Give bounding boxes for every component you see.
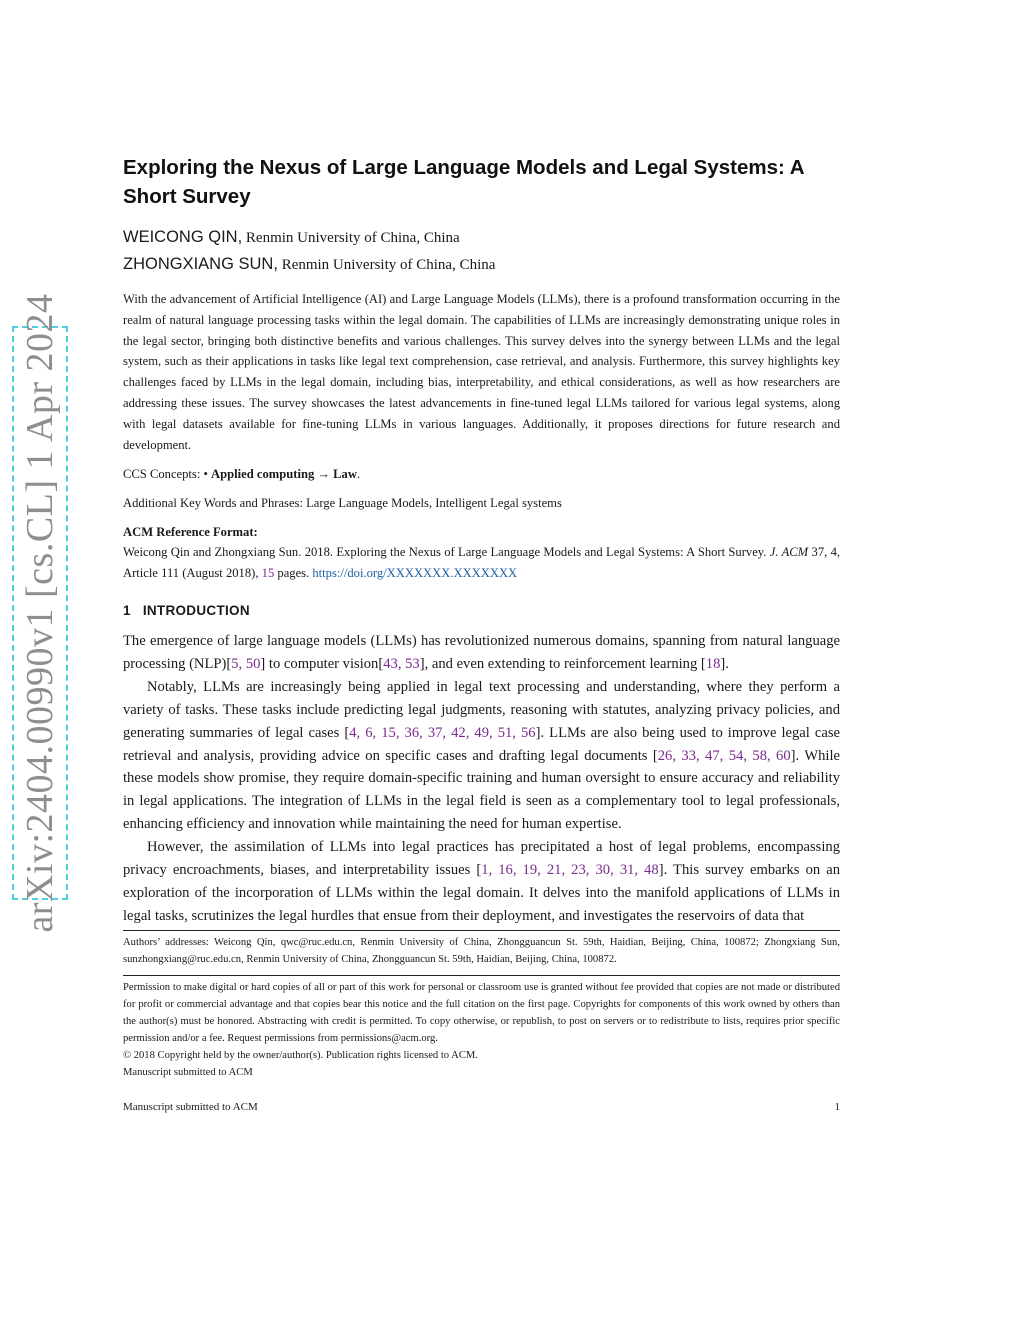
- introduction-body: [123, 630, 840, 928]
- text-span: ] to computer vision[: [260, 655, 384, 672]
- ccs-prefix: CCS Concepts: •: [123, 467, 208, 481]
- author-name: ZHONGXIANG SUN,: [123, 255, 278, 273]
- text-span: ], and even extending to reinforcement learning [: [419, 655, 706, 672]
- citation-link[interactable]: 18: [705, 655, 721, 672]
- text-span: ].: [720, 655, 729, 672]
- text-span: Notably, LLMs are increasingly being applied in legal text processing and understanding, where they perform a variety of tasks. These tasks include predicting legal judgments, reasoning with statutes, analyzing privacy policies, and generating summaries of legal cases [: [123, 678, 840, 741]
- author-1: [123, 228, 460, 247]
- paragraph: [123, 630, 840, 676]
- copyright-notice: © 2018 Copyright held by the owner/author(s). Publication rights licensed to ACM.: [123, 1050, 478, 1061]
- reference-volume: 37, 4, Article 111 (August 2018),: [123, 545, 841, 580]
- citation-link[interactable]: 26, 33, 47, 54, 58, 60: [657, 747, 791, 764]
- text-span: ]. LLMs are also being used to improve legal case retrieval and analysis, providing advice on specific cases and drafting legal documents [: [123, 724, 840, 764]
- authors-address: Authors’ addresses: Weicong Qin, qwc@ruc.edu.cn, Renmin University of China, Zhongguancun St. 59th, Haidian, Beijing, China, 100872; Zhongxiang Sun, sunzhongxiang@ruc.edu.cn, Renmin University of China, Zhongguancun St. 59th, Haidian, Beijing, China, 100872.: [123, 937, 840, 965]
- citation-link[interactable]: 1, 16, 19, 21, 23, 30, 31, 48: [481, 862, 659, 879]
- footer-left: Manuscript submitted to ACM: [123, 1101, 258, 1113]
- paragraph: [123, 836, 840, 928]
- text-span: However, the assimilation of LLMs into legal practices has precipitated a host of legal problems, encompassing privacy encroachments, biases, and interpretability issues [: [123, 839, 840, 879]
- section-title: INTRODUCTION: [142, 603, 250, 618]
- arxiv-stamp: [12, 293, 68, 933]
- reference-format-heading: ACM Reference Format:: [123, 525, 258, 539]
- author-affiliation: Renmin University of China, China: [281, 257, 496, 273]
- citation-link[interactable]: 4, 6, 15, 36, 37, 42, 49, 51, 56: [349, 724, 536, 741]
- manuscript-note: Manuscript submitted to ACM: [123, 1067, 253, 1078]
- text-span: ]. This survey embarks on an exploration of the incorporation of LLMs within the legal domain. It delves into the manifold applications of LLMs in legal tasks, scrutinizes the legal hurdles that ensue from their deployment, and investigates the reservoirs of data that: [123, 862, 841, 924]
- paper-title: Exploring the Nexus of Large Language Models and Legal Systems: A Short Survey: [123, 156, 804, 208]
- reference-text: Weicong Qin and Zhongxiang Sun. 2018. Exploring the Nexus of Large Language Models and Legal Systems: A Short Survey.: [123, 545, 767, 559]
- citation-link[interactable]: 43, 53: [383, 655, 420, 672]
- ccs-concept: Applied computing → Law: [211, 467, 357, 481]
- reference-pages-word: pages.: [277, 565, 310, 580]
- permission-notice: Permission to make digital or hard copies of all or part of this work for personal or classroom use is granted without fee provided that copies are not made or distributed for profit or commercial advantage and that copies bear this notice and the full citation on the first page. Copyrights for components of this work owned by others than the author(s) must be honored. Abstracting with credit is permitted. To copy otherwise, or republish, to post on servers or to redistribute to lists, requires prior specific permission and/or a fee. Request permissions from permissions@acm.org.: [123, 982, 840, 1044]
- text-span: ]. While these models show promise, they require domain-specific training and human oversight to ensure accuracy and reliability in legal applications. The integration of LLMs in the legal field is seen as a complementary tool to legal professionals, enhancing efficiency and innovation while maintaining the need for human expertise.: [123, 747, 840, 833]
- permission-rule: [123, 975, 840, 976]
- doi-link[interactable]: https://doi.org/XXXXXXX.XXXXXXX: [312, 565, 518, 580]
- arxiv-id[interactable]: arXiv:2404.00990v1 [cs.CL] 1 Apr 2024: [19, 293, 61, 933]
- author-2: [123, 255, 495, 274]
- page-footer: [123, 1101, 840, 1113]
- section-heading: [123, 603, 250, 618]
- ccs-concepts: [123, 464, 840, 485]
- section-number: 1: [123, 603, 131, 618]
- reference-journal: J. ACM: [769, 545, 809, 559]
- acm-reference-label: [123, 522, 840, 543]
- keywords: Additional Key Words and Phrases: Large Language Models, Intelligent Legal systems: [123, 496, 562, 510]
- paragraph: [123, 676, 840, 836]
- ccs-suffix: .: [356, 467, 361, 481]
- citation-link[interactable]: 5, 50: [231, 655, 261, 672]
- text-span: The emergence of large language models (LLMs) has revolutionized numerous domains, spanning from natural language processing (NLP)[: [123, 633, 840, 672]
- abstract: With the advancement of Artificial Intelligence (AI) and Large Language Models (LLMs), there is a profound transformation occurring in the realm of natural language processing tasks within the legal domain. The capabilities of LLMs are increasingly demonstrating unique roles in the legal sector, bringing both distinctive benefits and various challenges. This survey delves into the synergy between LLMs and the legal system, such as their applications in tasks like legal text comprehension, case retrieval, and analysis. Furthermore, this survey highlights key challenges faced by LLMs in the legal domain, including bias, interpretability, and ethical considerations, as well as how researchers are addressing these issues. The survey showcases the latest advancements in fine-tuned legal LLMs tailored for various legal systems, along with legal datasets available for fine-tuning LLMs in various languages. Additionally, it proposes directions for future research and development.: [123, 292, 840, 452]
- author-name: WEICONG QIN,: [123, 228, 243, 246]
- page-number: 1: [834, 1101, 840, 1113]
- author-affiliation: Renmin University of China, China: [245, 230, 460, 246]
- acm-reference: [123, 542, 840, 584]
- footnote-rule: [123, 930, 840, 931]
- reference-pages-link[interactable]: 15: [261, 565, 275, 580]
